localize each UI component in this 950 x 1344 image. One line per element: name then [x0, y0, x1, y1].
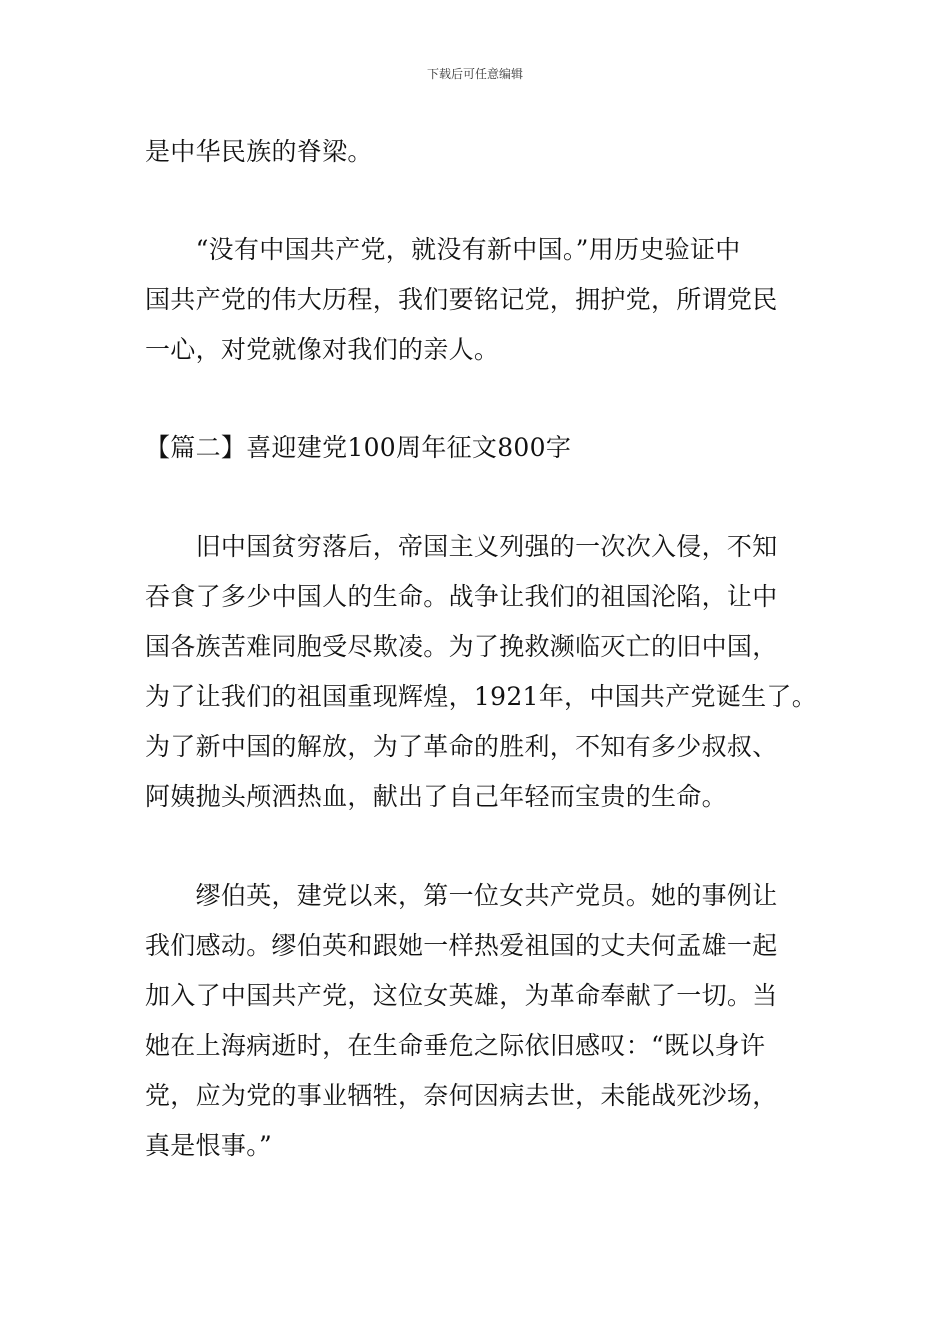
paragraph-line: 我们感动。缪伯英和跟她一样热爱祖国的丈夫何孟雄一起 — [145, 931, 778, 960]
paragraph-line: 缪伯英，建党以来，第一位女共产党员。她的事例让 — [145, 881, 778, 910]
paragraph-line: 为了让我们的祖国重现辉煌，1921年，中国共产党诞生了。 — [145, 682, 818, 711]
paragraph-line: 旧中国贫穷落后，帝国主义列强的一次次入侵，不知 — [145, 532, 778, 561]
paragraph-line: 她在上海病逝时，在生命垂危之际依旧感叹：“既以身许 — [145, 1031, 766, 1060]
paragraph-line: “没有中国共产党，就没有新中国。”用历史验证中 — [145, 235, 741, 264]
paragraph-line: 是中华民族的脊梁。 — [145, 137, 373, 166]
paragraph-line: 国共产党的伟大历程，我们要铭记党，拥护党，所谓党民 — [145, 285, 778, 314]
paragraph-line: 党，应为党的事业牺牲，奈何因病去世，未能战死沙场， — [145, 1081, 778, 1110]
paragraph-line: 一心，对党就像对我们的亲人。 — [145, 335, 500, 364]
paragraph-line: 国各族苦难同胞受尽欺凌。为了挽救濒临灭亡的旧中国， — [145, 632, 778, 661]
paragraph-line: 加入了中国共产党，这位女英雄，为革命奉献了一切。当 — [145, 981, 778, 1010]
paragraph-line: 阿姨抛头颅洒热血，献出了自己年轻而宝贵的生命。 — [145, 782, 727, 811]
page-header: 下载后可任意编辑 — [426, 67, 523, 81]
paragraph-line: 为了新中国的解放，为了革命的胜利，不知有多少叔叔、 — [145, 732, 778, 761]
paragraph-line: 吞食了多少中国人的生命。战争让我们的祖国沦陷，让中 — [145, 582, 778, 611]
paragraph-line: 真是恨事。” — [145, 1131, 273, 1160]
section-heading: 【篇二】喜迎建党100周年征文800字 — [145, 433, 572, 462]
